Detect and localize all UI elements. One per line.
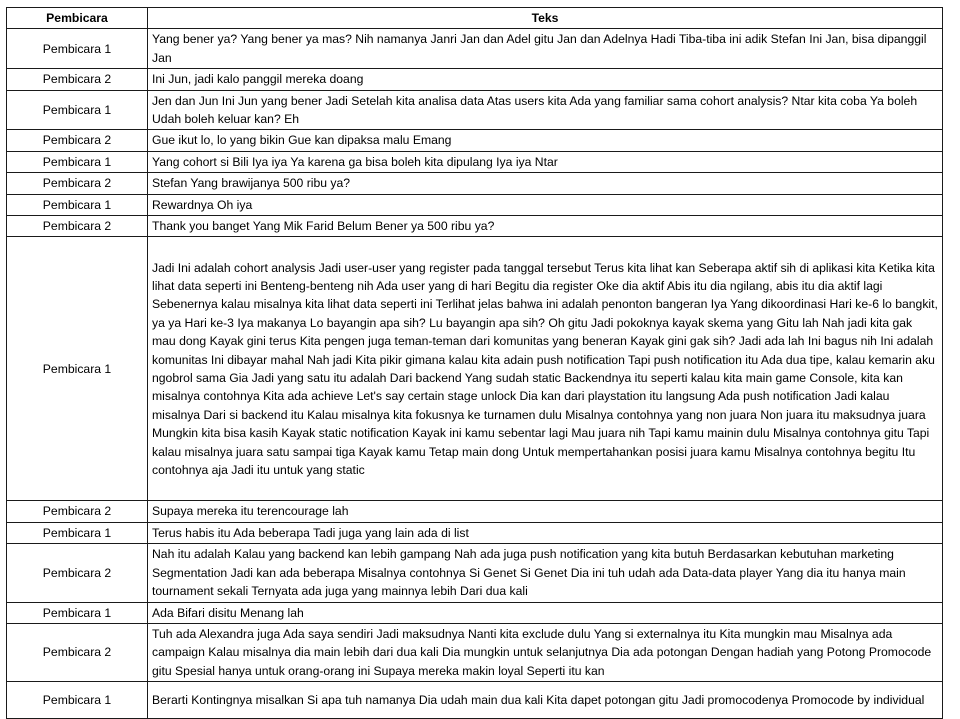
text-cell[interactable]: Jen dan Jun Ini Jun yang bener Jadi Setelah kita analisa data Atas users kita Ada yang familiar sama cohort analysis? Ntar kita coba Ya boleh Udah boleh keluar kan? Eh — [148, 90, 943, 130]
text-cell[interactable]: Yang bener ya? Yang bener ya mas? Nih namanya Janri Jan dan Adel gitu Jan dan Adelnya Hadi Tiba-tiba ini adik Stefan Ini Jan, bisa dipanggil Jan — [148, 29, 943, 69]
speaker-cell[interactable]: Pembicara 2 — [7, 173, 148, 194]
speaker-cell[interactable]: Pembicara 1 — [7, 602, 148, 623]
speaker-cell[interactable]: Pembicara 2 — [7, 216, 148, 237]
header-speaker[interactable]: Pembicara — [7, 8, 148, 29]
text-cell[interactable]: Yang cohort si Bili Iya iya Ya karena ga bisa boleh kita dipulang Iya iya Ntar — [148, 151, 943, 172]
table-row — [7, 216, 943, 237]
text-cell[interactable]: Stefan Yang brawijanya 500 ribu ya? — [148, 173, 943, 194]
text-cell[interactable]: Gue ikut lo, lo yang bikin Gue kan dipaksa malu Emang — [148, 130, 943, 151]
next-row-left-border — [6, 680, 943, 685]
table-row — [7, 130, 943, 151]
text-cell[interactable]: Berarti Kontingnya misalkan Si apa tuh namanya Dia udah main dua kali Kita dapet potongan gitu Jadi promocodenya Promocode by individual — [148, 682, 943, 719]
header-text[interactable]: Teks — [148, 8, 943, 29]
table-row — [7, 173, 943, 194]
table-row — [7, 522, 943, 543]
speaker-cell[interactable]: Pembicara 2 — [7, 544, 148, 602]
text-cell[interactable]: Thank you banget Yang Mik Farid Belum Bener ya 500 ribu ya? — [148, 216, 943, 237]
table-row — [7, 682, 943, 719]
table-row — [7, 501, 943, 522]
table-row — [7, 151, 943, 172]
table-row — [7, 623, 943, 681]
text-cell[interactable]: Nah itu adalah Kalau yang backend kan lebih gampang Nah ada juga push notification yang kita butuh Berdasarkan kebutuhan marketing Segmentation Jadi kan ada beberapa Misalnya contohnya Si Genet Si Genet Dia ini tuh udah ada Data-data player Yang dia itu hanya main tournament sekali Ternyata ada juga yang mainnya lebih Dari dua kali — [148, 544, 943, 602]
speaker-cell[interactable]: Pembicara 1 — [7, 151, 148, 172]
text-cell[interactable]: Ada Bifari disitu Menang lah — [148, 602, 943, 623]
speaker-cell[interactable]: Pembicara 1 — [7, 237, 148, 501]
table-row — [7, 69, 943, 90]
table-row — [7, 544, 943, 602]
speaker-cell[interactable]: Pembicara 2 — [7, 623, 148, 681]
speaker-cell[interactable]: Pembicara 1 — [7, 29, 148, 69]
speaker-cell[interactable]: Pembicara 1 — [7, 682, 148, 719]
speaker-cell[interactable]: Pembicara 2 — [7, 501, 148, 522]
header-row — [7, 8, 943, 29]
speaker-cell[interactable]: Pembicara 2 — [7, 130, 148, 151]
text-cell[interactable]: Jadi Ini adalah cohort analysis Jadi user-user yang register pada tanggal tersebut Terus kita lihat kan Seberapa aktif sih di aplikasi kita Ketika kita lihat data seperti ini Benteng-benteng nih Ada user yang di hari Begitu dia register Oke dia aktif Abis itu dia ngilang, abis itu dia aktif lagi Sebenernya kalau misalnya kita lihat data seperti ini Terlihat jelas bahwa ini adalah penonton bangeran Iya Yang dikoordinasi Hari ke-6 lo bangkit, ya ya Hari ke-3 Iya makanya Lo bayangin apa sih? Lu bayangin apa sih? Oh gitu Jadi pokoknya kayak skema yang Gitu lah Nah jadi kita gak mau dong Kayak gini terus Kita pengen juga teman-teman dari komunitas yang beneran Kayak gini gak sih? Jadi ada lah Ini bagus nih Ini adalah komunitas Ini dibayar mahal Nah jadi Kita pikir gimana kalau kita adain push notification Tapi push notification itu Ada dua tipe, kalau kemarin aku ngobrol sama Gia Jadi yang satu itu adalah Dari backend Yang sudah static Backendnya itu seperti kalau kita main game Console, kita kan misalnya contohnya Kita ada achieve Let's say certain stage unlock Dia kan dari playstation itu langsung Ada push notification Jadi kalau misalnya Dari si backend itu Kalau misalnya kita fokusnya ke turnamen dulu Misalnya contohnya yang non juara Non juara itu maksudnya juara Mungkin kita bisa kasih Kayak static notification Kayak ini kamu sebentar lagi Mau juara nih Tapi kamu mainin dulu Misalnya contohnya gitu Tapi kalau misalnya juara satu sampai tiga Kayak kamu Tetap main dong Untuk mempertahankan posisi juara kamu Misalnya contohnya begitu Itu contohnya aja Jadi itu untuk yang static — [148, 237, 943, 501]
text-cell[interactable]: Tuh ada Alexandra juga Ada saya sendiri Jadi maksudnya Nanti kita exclude dulu Yang si externalnya itu Kita mungkin mau Misalnya ada campaign Kalau misalnya dia main lebih dari dua kali Dia mungkin untuk selanjutnya Dia ada potongan Dengan hadiah yang Potong Promocode gitu Spesial hanya untuk orang-orang ini Supaya mereka makin loyal Seperti itu kan — [148, 623, 943, 681]
text-cell[interactable]: Supaya mereka itu terencourage lah — [148, 501, 943, 522]
table-row — [7, 29, 943, 69]
text-cell[interactable]: Terus habis itu Ada beberapa Tadi juga yang lain ada di list — [148, 522, 943, 543]
speaker-cell[interactable]: Pembicara 1 — [7, 90, 148, 130]
table-row — [7, 194, 943, 215]
next-row-right-border — [942, 680, 943, 685]
transcript-table — [6, 7, 943, 719]
table-row — [7, 90, 943, 130]
speaker-cell[interactable]: Pembicara 1 — [7, 522, 148, 543]
speaker-cell[interactable]: Pembicara 1 — [7, 194, 148, 215]
table-row — [7, 237, 943, 501]
text-cell[interactable]: Ini Jun, jadi kalo panggil mereka doang — [148, 69, 943, 90]
table-row — [7, 602, 943, 623]
text-cell[interactable]: Rewardnya Oh iya — [148, 194, 943, 215]
speaker-cell[interactable]: Pembicara 2 — [7, 69, 148, 90]
